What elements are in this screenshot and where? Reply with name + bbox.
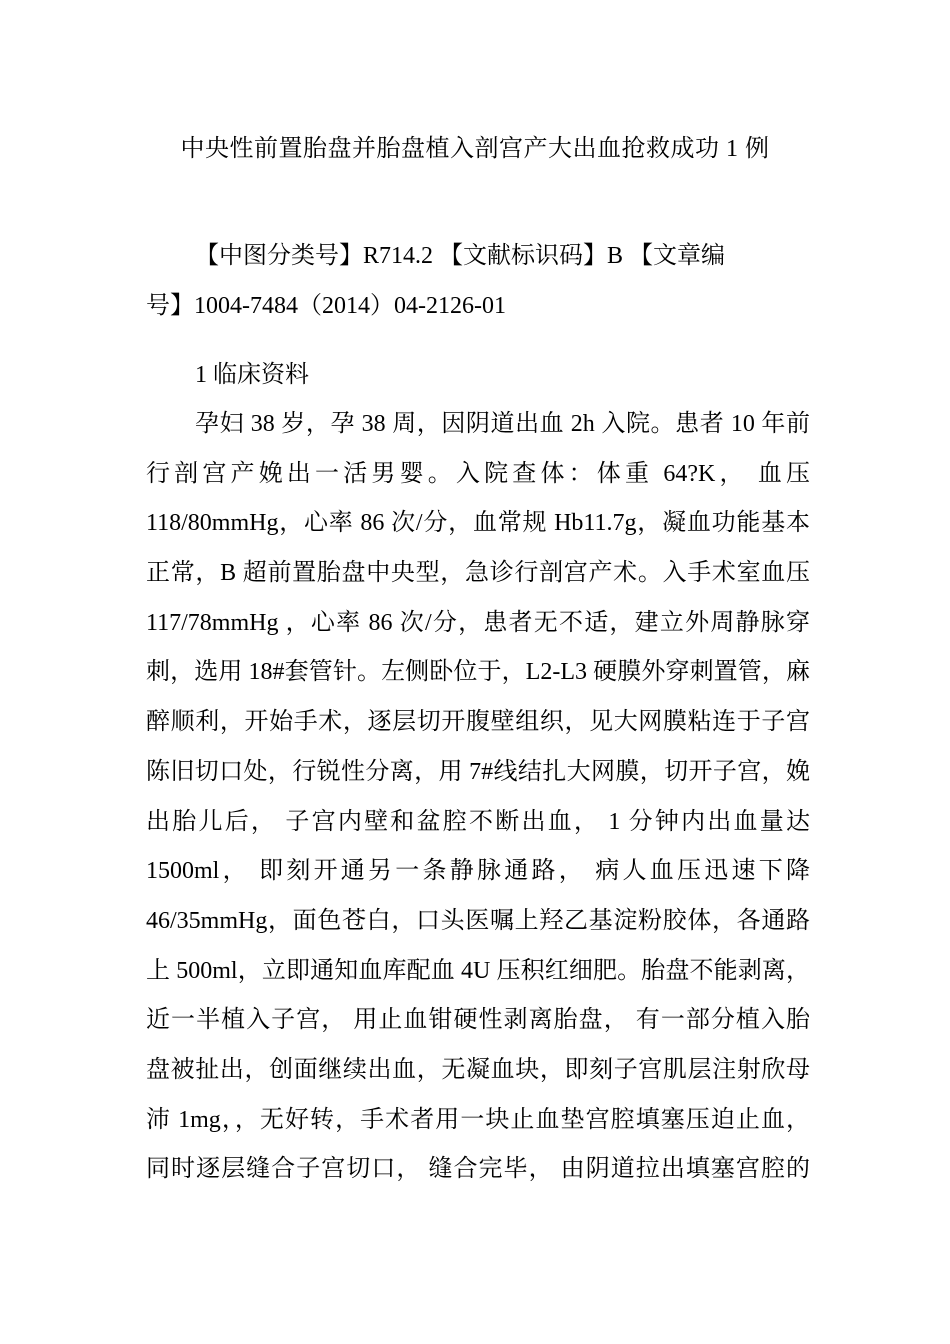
section-heading: 1 临床资料 — [195, 362, 309, 388]
body-line: 46/35mmHg，面色苍白，口头医嘱上羟乙基淀粉胶体，各通路 — [146, 907, 810, 934]
body-line: 正常，B 超前置胎盘中央型，急诊行剖宫产术。入手术室血压 — [146, 560, 810, 587]
body-line: 近一半植入子宫， 用止血钳硬性剥离胎盘， 有一部分植入胎 — [146, 1007, 810, 1034]
body-line: 行剖宫产娩出一活男婴。入院查体：体重 64?K， 血压 — [146, 460, 810, 487]
body-line: 孕妇 38 岁，孕 38 周，因阴道出血 2h 入院。患者 10 年前 — [195, 411, 810, 437]
body-line: 醉顺利，开始手术，逐层切开腹壁组织，见大网膜粘连于子宫 — [146, 709, 810, 736]
body-line: 陈旧切口处，行锐性分离，用 7#线结扎大网膜，切开子宫，娩 — [146, 758, 810, 785]
body-line: 沛 1mg，，无好转，手术者用一块止血垫宫腔填塞压迫止血， — [146, 1106, 810, 1133]
body-line: 118/80mmHg，心率 86 次/分，血常规 Hb11.7g，凝血功能基本 — [146, 510, 810, 537]
metadata-line-1: 【中图分类号】R714.2 【文献标识码】B 【文章编 — [195, 243, 726, 269]
body-paragraph — [146, 400, 810, 1195]
metadata-line-2: 号】1004-7484（2014）04-2126-01 — [146, 293, 506, 319]
document-title: 中央性前置胎盘并胎盘植入剖宫产大出血抢救成功 1 例 — [180, 136, 770, 162]
body-line: 1500ml， 即刻开通另一条静脉通路， 病人血压迅速下降 — [146, 858, 810, 885]
body-line: 同时逐层缝合子宫切口， 缝合完毕， 由阴道拉出填塞宫腔的 — [146, 1156, 810, 1183]
body-line: 117/78mmHg ，心率 86 次/分，患者无不适，建立外周静脉穿 — [146, 609, 810, 636]
body-line: 盘被扯出，创面继续出血，无凝血块，即刻子宫肌层注射欣母 — [146, 1056, 810, 1083]
body-line: 上 500ml，立即通知血库配血 4U 压积红细肥。胎盘不能剥离， — [146, 957, 810, 984]
body-line: 出胎儿后， 子宫内壁和盆腔不断出血， 1 分钟内出血量达 — [146, 808, 810, 835]
body-line: 刺，选用 18#套管针。左侧卧位于，L2-L3 硬膜外穿刺置管，麻 — [146, 659, 810, 686]
classification-metadata — [146, 231, 806, 331]
